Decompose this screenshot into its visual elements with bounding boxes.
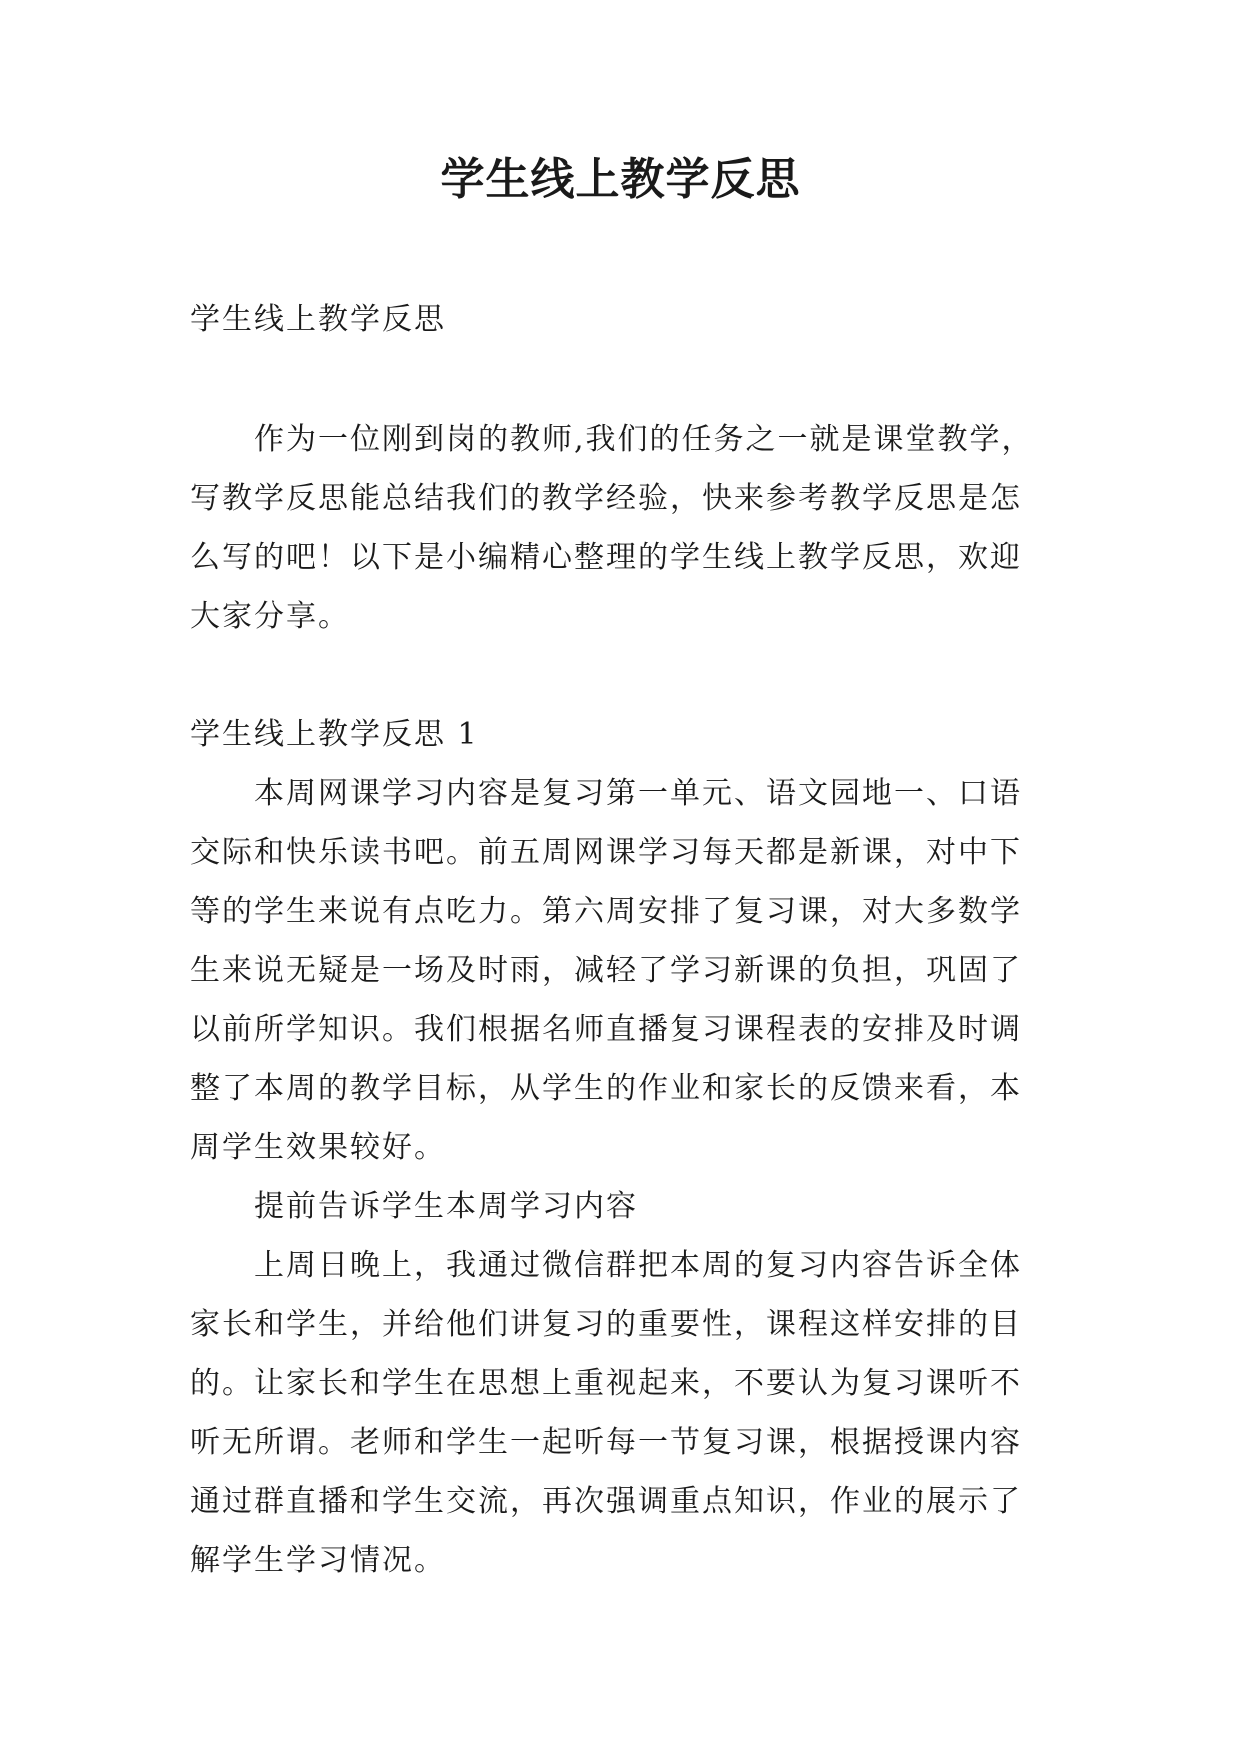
paragraph-line: 听无所谓。老师和学生一起听每一节复习课，根据授课内容	[190, 1425, 1022, 1460]
paragraph-line: 整了本周的教学目标，从学生的作业和家长的反馈来看，本	[190, 1071, 1022, 1106]
paragraph-line: 上周日晚上，我通过微信群把本周的复习内容告诉全体	[254, 1248, 1022, 1283]
paragraph-line: 等的学生来说有点吃力。第六周安排了复习课，对大多数学	[190, 894, 1022, 929]
section-1	[190, 705, 1052, 1590]
paragraph-line: 本周网课学习内容是复习第一单元、语文园地一、口语	[254, 776, 1022, 811]
paragraph-3	[190, 1236, 1052, 1590]
paragraph-line: 交际和快乐读书吧。前五周网课学习每天都是新课，对中下	[190, 835, 1022, 870]
paragraph-line: 通过群直播和学生交流，再次强调重点知识，作业的展示了	[190, 1484, 1022, 1519]
paragraph-line: 的。让家长和学生在思想上重视起来，不要认为复习课听不	[190, 1366, 1022, 1401]
document-subtitle: 学生线上教学反思	[190, 302, 446, 337]
intro-paragraph	[190, 410, 1052, 646]
document-body	[190, 290, 1052, 1590]
paragraph-line: 以前所学知识。我们根据名师直播复习课程表的安排及时调	[190, 1012, 1022, 1047]
paragraph-line: 周学生效果较好。	[190, 1130, 446, 1165]
paragraph-2-heading: 提前告诉学生本周学习内容	[254, 1189, 638, 1224]
paragraph-line: 生来说无疑是一场及时雨，减轻了学习新课的负担，巩固了	[190, 953, 1022, 988]
section-heading: 学生线上教学反思 1	[190, 717, 479, 752]
intro-line: 作为一位刚到岗的教师,我们的任务之一就是课堂教学，	[254, 422, 1034, 457]
document-title: 学生线上教学反思	[440, 154, 801, 205]
intro-line: 么写的吧！以下是小编精心整理的学生线上教学反思，欢迎	[190, 540, 1022, 575]
intro-line: 写教学反思能总结我们的教学经验，快来参考教学反思是怎	[190, 481, 1022, 516]
paragraph-line: 解学生学习情况。	[190, 1543, 446, 1578]
paragraph-1	[190, 764, 1052, 1177]
paragraph-line: 家长和学生，并给他们讲复习的重要性，课程这样安排的目	[190, 1307, 1022, 1342]
intro-line: 大家分享。	[190, 599, 350, 634]
